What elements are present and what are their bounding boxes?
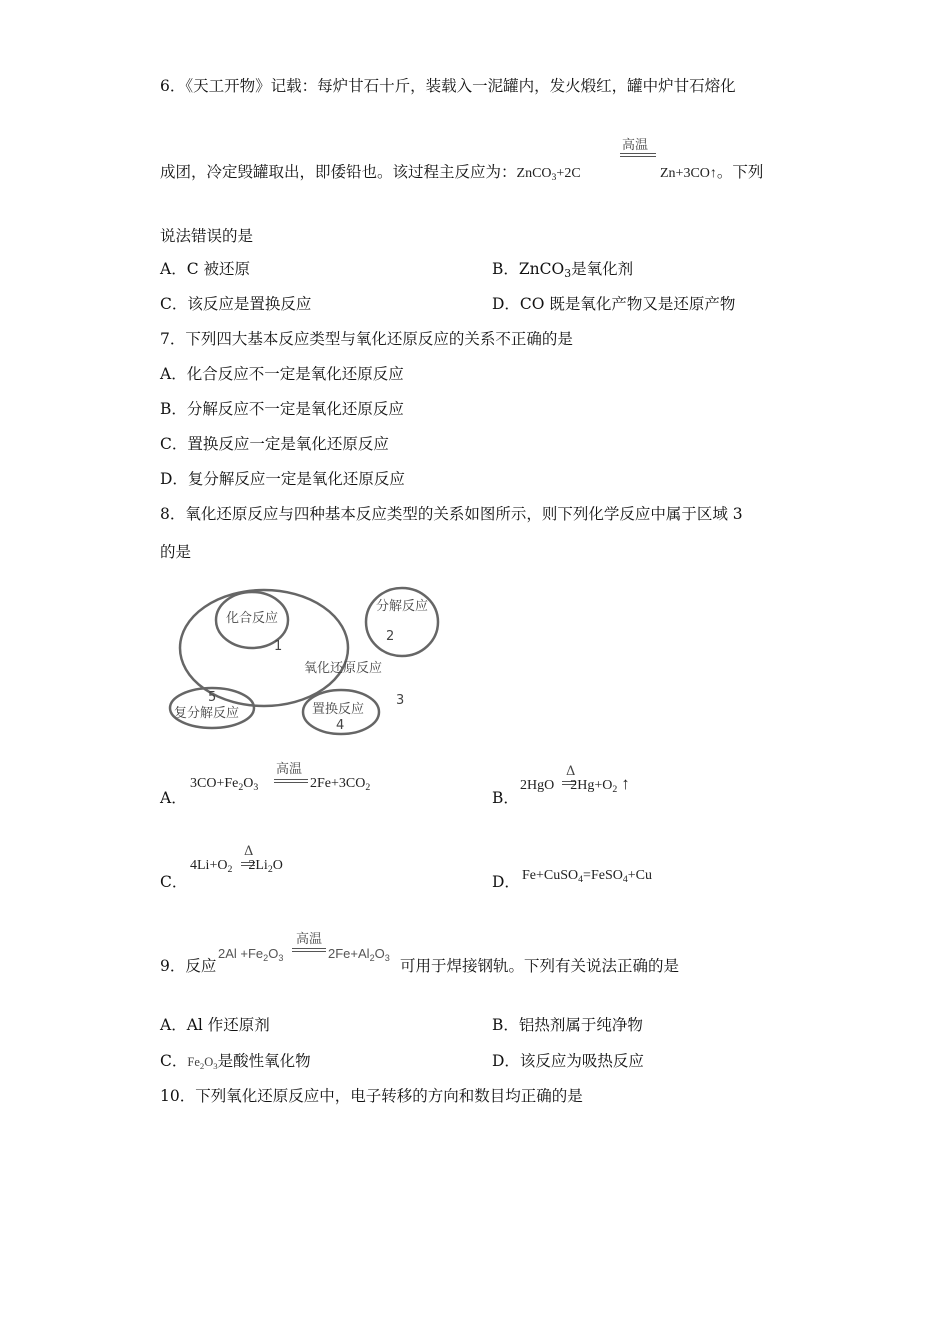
q6-option-d[interactable]: D．CO 既是氧化产物又是还原产物 <box>492 295 736 313</box>
q9-option-b[interactable]: B．铝热剂属于纯净物 <box>492 1016 643 1034</box>
q8-a-bar <box>274 779 308 783</box>
q7-option-d[interactable]: D．复分解反应一定是氧化还原反应 <box>160 470 405 488</box>
q8-a-cond: 高温 <box>276 762 303 777</box>
q8-option-d-eq[interactable]: Fe+CuSO$_4$=FeSO$_4$+Cu <box>522 868 652 885</box>
q9-cond: 高温 <box>296 932 323 947</box>
q9-c-formula: $Fe_2O_3$ <box>187 1055 218 1071</box>
q6-eq-right-wrap <box>660 162 763 184</box>
q6-stem-line3: 说法错误的是 <box>160 227 254 245</box>
region-5: 5 <box>208 690 217 705</box>
q6-equals-bar <box>620 153 656 157</box>
q8-option-b-label[interactable]: B． <box>492 789 519 807</box>
q9-eq-right: $2Fe+Al_2O_3$ <box>328 946 390 963</box>
q8-option-b-eq[interactable]: 2HgO $2Hg+O_2$ ↑ <box>520 774 630 795</box>
q8-stem-line2: 的是 <box>160 543 192 561</box>
q8-option-d-label[interactable]: D． <box>492 873 520 891</box>
q6-condition: 高温 <box>622 138 649 153</box>
q10-stem: 10．下列氧化还原反应中，电子转移的方向和数目均正确的是 <box>160 1087 583 1105</box>
q6-stem-line1: 6．《天工开物》记载：每炉甘石十斤，装载入一泥罐内，发火煅红，罐中炉甘石熔化 <box>160 77 736 95</box>
q9-prefix: 9．反应 <box>160 957 217 975</box>
q8-option-c-label[interactable]: C． <box>160 873 188 891</box>
q7-option-c[interactable]: C．置换反应一定是氧化还原反应 <box>160 435 389 453</box>
q7-option-b[interactable]: B．分解反应不一定是氧化还原反应 <box>160 400 404 418</box>
q8-c-cond: Δ <box>244 844 254 859</box>
q8-option-a-label[interactable]: A． <box>160 789 187 807</box>
q6-line2-suffix: 。下列 <box>716 163 764 181</box>
label-double-decomp: 复分解反应 <box>174 706 240 721</box>
label-combination: 化合反应 <box>226 611 279 626</box>
q8-stem-line1: 8．氧化还原反应与四种基本反应类型的关系如图所示，则下列化学反应中属于区域 3 <box>160 505 743 523</box>
q6-eq-left: ZnCO$_3$+2C <box>516 166 581 183</box>
q6-option-c[interactable]: C．该反应是置换反应 <box>160 295 312 313</box>
q9-option-a[interactable]: A．Al 作还原剂 <box>160 1016 270 1034</box>
q6-line2-prefix: 成团，冷定毁罐取出，即倭铅也。该过程主反应为： <box>160 163 517 181</box>
label-redox: 氧化还原反应 <box>304 661 383 676</box>
q8-option-a-eq-left[interactable]: $3CO+Fe_2O_3$ <box>190 776 259 793</box>
q6-option-b[interactable]: B．ZnCO$_3$是氧化剂 <box>492 260 634 280</box>
q9-suffix: 可用于焊接钢轨。下列有关说法正确的是 <box>400 957 680 975</box>
q6-eq-right: Zn+3CO↑ <box>660 166 717 181</box>
region-1: 1 <box>274 639 283 654</box>
label-displacement: 置换反应 <box>312 702 365 717</box>
q7-option-a[interactable]: A．化合反应不一定是氧化还原反应 <box>160 365 404 383</box>
label-decomposition: 分解反应 <box>376 599 429 614</box>
q8-b-cond: Δ <box>566 764 576 779</box>
q6-option-a[interactable]: A．C 被还原 <box>160 260 250 278</box>
q6-stem-line2 <box>160 162 581 184</box>
region-2: 2 <box>386 629 395 644</box>
region-3: 3 <box>396 693 405 708</box>
q9-option-c[interactable]: C．$Fe_2O_3$是酸性氧化物 <box>160 1052 311 1071</box>
q8-option-c-eq[interactable]: $4Li+O_2$ $2Li_2O$ <box>190 858 283 875</box>
q9-bar <box>292 948 326 952</box>
q9-eq-left: $2Al +Fe_2O_3$ <box>218 946 284 963</box>
q8-option-a-eq-right[interactable]: $2Fe+3CO_2$ <box>310 776 371 793</box>
q8-venn-diagram <box>164 580 444 740</box>
q7-stem: 7．下列四大基本反应类型与氧化还原反应的关系不正确的是 <box>160 330 573 348</box>
region-4: 4 <box>336 718 345 733</box>
q9-option-d[interactable]: D．该反应为吸热反应 <box>492 1052 644 1070</box>
